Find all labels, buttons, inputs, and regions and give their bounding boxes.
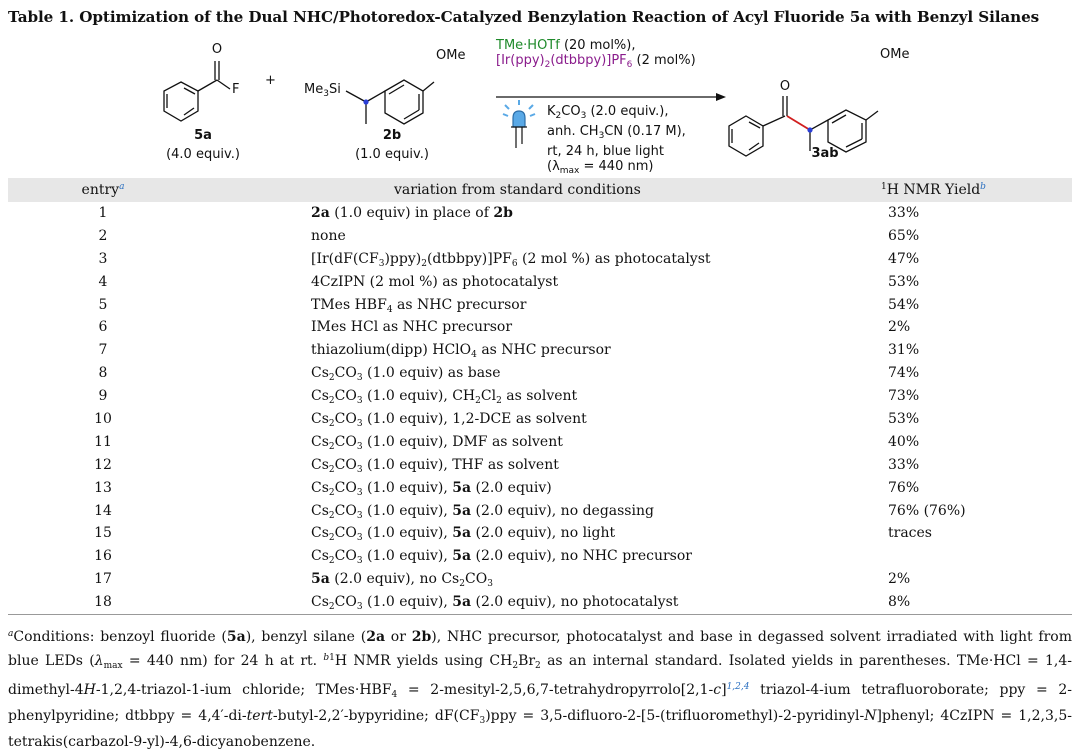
cell-variation: $Cs_2CO_3$ (1.0 equiv), 5a (2.0 equiv), no NHC precursor — [311, 548, 692, 567]
arrow-head — [716, 93, 726, 101]
cell-variation: thiazolium(dipp) HClO$_4$ as NHC precursor — [311, 342, 611, 361]
compound-id-5a: 5a — [194, 128, 212, 143]
stereo-dot-3ab — [807, 127, 812, 132]
cell-yield: 54% — [888, 296, 920, 313]
condition-light: ($\lambda_{max} = 440$ nm) — [547, 159, 654, 176]
cell-variation: $Cs_2CO_3$ (1.0 equiv), 5a (2.0 equiv), no light — [311, 525, 616, 544]
table-row — [8, 225, 1072, 248]
cell-entry: 1 — [98, 205, 108, 221]
table-row — [8, 408, 1072, 431]
table-row — [8, 591, 1072, 614]
cell-variation: $Cs_2CO_3$ (1.0 equiv), 1,2-DCE as solvent — [311, 411, 587, 430]
structure-5a — [164, 61, 230, 121]
cell-yield: 73% — [888, 388, 920, 405]
compound-id-2b: 2b — [382, 128, 402, 143]
cell-variation: $Cs_2CO_3$ (1.0 equiv), 5a (2.0 equiv), no photocatalyst — [311, 594, 679, 613]
table-row — [8, 316, 1072, 339]
cell-yield: 31% — [888, 342, 920, 359]
condition-solvent: anh. $CH_3CN$ (0.17 M), — [547, 124, 686, 141]
stereo-dot-2b — [363, 99, 368, 104]
cell-yield: 76% — [888, 479, 920, 496]
table-row — [8, 454, 1072, 477]
new-bond — [787, 116, 810, 130]
table-row — [8, 294, 1072, 317]
header-variation: variation from standard conditions — [394, 182, 641, 198]
cell-yield: 2% — [888, 571, 911, 588]
cell-yield: 74% — [888, 365, 920, 382]
cell-variation: 5a (2.0 equiv), no $Cs_2CO_3$ — [311, 571, 493, 590]
cell-variation: $Cs_2CO_3$ (1.0 equiv), DMF as solvent — [311, 433, 563, 452]
optimization-table — [8, 178, 1072, 615]
cell-entry: 10 — [94, 411, 112, 428]
table-body — [8, 202, 1072, 615]
table-row — [8, 362, 1072, 385]
cell-entry: 16 — [94, 548, 112, 565]
table-row — [8, 385, 1072, 408]
compound-id-3ab: 3ab — [811, 146, 839, 161]
cell-variation: none — [311, 227, 346, 244]
cell-yield: 76% (76%) — [888, 502, 966, 519]
table-footnotes — [8, 624, 1072, 753]
cell-entry: 17 — [94, 571, 112, 588]
condition-time: rt, 24 h, blue light — [547, 144, 664, 159]
footnote-b: $^{b1}$H NMR yields using $CH_2Br_2$ as an internal standard. Isolated yields in parentheses. TMe·HCl = 1,4-dimethyl-4H-1,2,4-triazol-1-ium chloride; $TMes\cdot HBF_4$ = $2-mesityl-2,5,6,7-tetrahydropyrrolo[2,1-c]^{1,2,4}$ triazol-4-ium tetrafluoroborate; ppy = 2-phenylpyridine; dtbbpy = 4,4′-di-tert-butyl-2,2′-bypyridine; $dF(CF_3)ppy$ = 3,5-difluoro-2-[5-(trifluoromethyl)-2-pyridinyl-N]phenyl; 4CzIPN = 1,2,3,5-tetrakis(carbazol-9-yl)-4,6-dicyanobenzene. — [8, 653, 1073, 750]
reaction-scheme — [0, 34, 1080, 174]
cell-entry: 2 — [98, 227, 108, 244]
cell-entry: 3 — [98, 250, 108, 267]
cell-variation: $[Ir(dF(CF_3)ppy)_2(dtbbpy)]PF_6$ (2 mol %) as photocatalyst — [311, 250, 711, 269]
cell-entry: 6 — [98, 319, 108, 336]
cell-yield: 65% — [888, 227, 920, 244]
cell-yield: 47% — [888, 250, 920, 267]
cell-yield: traces — [888, 525, 932, 542]
table-row — [8, 522, 1072, 545]
cell-yield: 8% — [888, 594, 911, 611]
cell-entry: 18 — [94, 594, 112, 611]
equiv-5a: (4.0 equiv.) — [166, 147, 240, 162]
cell-yield: 40% — [888, 433, 920, 450]
equiv-2b: (1.0 equiv.) — [355, 147, 429, 162]
trimethylsilyl-label: $Me_3Si$ — [304, 82, 341, 99]
cell-entry: 5 — [98, 296, 108, 313]
cell-variation: $Cs_2CO_3$ (1.0 equiv), $CH_2Cl_2$ as solvent — [311, 388, 578, 407]
cell-entry: 4 — [98, 273, 108, 290]
cell-entry: 11 — [94, 433, 112, 450]
cell-yield: 2% — [888, 319, 911, 336]
cell-entry: 12 — [94, 456, 112, 473]
cell-variation: IMes HCl as NHC precursor — [311, 319, 513, 336]
cell-yield: 53% — [888, 411, 920, 428]
table-row — [8, 545, 1072, 568]
table-row — [8, 431, 1072, 454]
cell-yield: 53% — [888, 273, 920, 290]
cell-variation: TMes $HBF_4$ as NHC precursor — [311, 296, 527, 315]
cell-variation: $Cs_2CO_3$ (1.0 equiv), 5a (2.0 equiv), no degassing — [311, 502, 654, 521]
cell-variation: $Cs_2CO_3$ (1.0 equiv), THF as solvent — [311, 456, 559, 475]
table-row — [8, 339, 1072, 362]
table-title: Table 1. Optimization of the Dual NHC/Photoredox-Catalyzed Benzylation Reaction of Acyl Fluoride 5a with Benzyl Silanes — [8, 8, 1040, 26]
table-row — [8, 568, 1072, 591]
ome-2b: OMe — [436, 48, 466, 63]
cell-variation: $Cs_2CO_3$ (1.0 equiv) as base — [311, 365, 501, 384]
cell-entry: 14 — [94, 502, 112, 519]
header-entry: entry$^a$ — [81, 182, 125, 198]
condition-base: $K_2CO_3$ (2.0 equiv.), — [547, 104, 669, 121]
cell-entry: 8 — [98, 365, 108, 382]
cell-entry: 15 — [94, 525, 112, 542]
cell-variation: 2a (1.0 equiv) in place of 2b — [311, 205, 513, 221]
conditions-above — [496, 38, 696, 73]
atom-o-5a: O — [211, 42, 223, 57]
footnote-a: $^a$Conditions: benzoyl fluoride (5a), benzyl silane (2a or 2b), NHC precursor, photocatalyst and base in degassed solvent irradiated with light from blue LEDs ($\lambda_{max} = 440$ nm) for 24 h at rt. — [8, 629, 1072, 671]
plus-sign: + — [265, 73, 276, 88]
header-yield: $^1$H NMR Yield$^b$ — [881, 182, 986, 198]
structure-2b — [346, 80, 434, 124]
cell-entry: 7 — [98, 342, 108, 359]
table-row — [8, 248, 1072, 271]
cell-entry: 9 — [98, 388, 108, 405]
catalyst-nhc: TMe·HOTf (20 mol%), — [496, 38, 636, 53]
table-row — [8, 202, 1072, 225]
ome-3ab: OMe — [880, 47, 910, 62]
table-header — [8, 178, 1072, 202]
cell-variation: 4CzIPN (2 mol %) as photocatalyst — [311, 273, 559, 290]
cell-yield: 33% — [888, 456, 920, 473]
atom-f-5a: F — [232, 82, 240, 97]
catalyst-ir: $[Ir(ppy)_2(dtbbpy)]PF_6$ (2 mol%) — [496, 53, 696, 70]
table-row — [8, 500, 1072, 523]
atom-o-3ab: O — [779, 79, 791, 94]
table-row — [8, 477, 1072, 500]
cell-variation: $Cs_2CO_3$ (1.0 equiv), 5a (2.0 equiv) — [311, 479, 552, 498]
conditions-below — [547, 104, 686, 179]
cell-entry: 13 — [94, 479, 112, 496]
blue-led-icon — [503, 100, 535, 148]
cell-yield: 33% — [888, 205, 920, 221]
table-row — [8, 271, 1072, 294]
